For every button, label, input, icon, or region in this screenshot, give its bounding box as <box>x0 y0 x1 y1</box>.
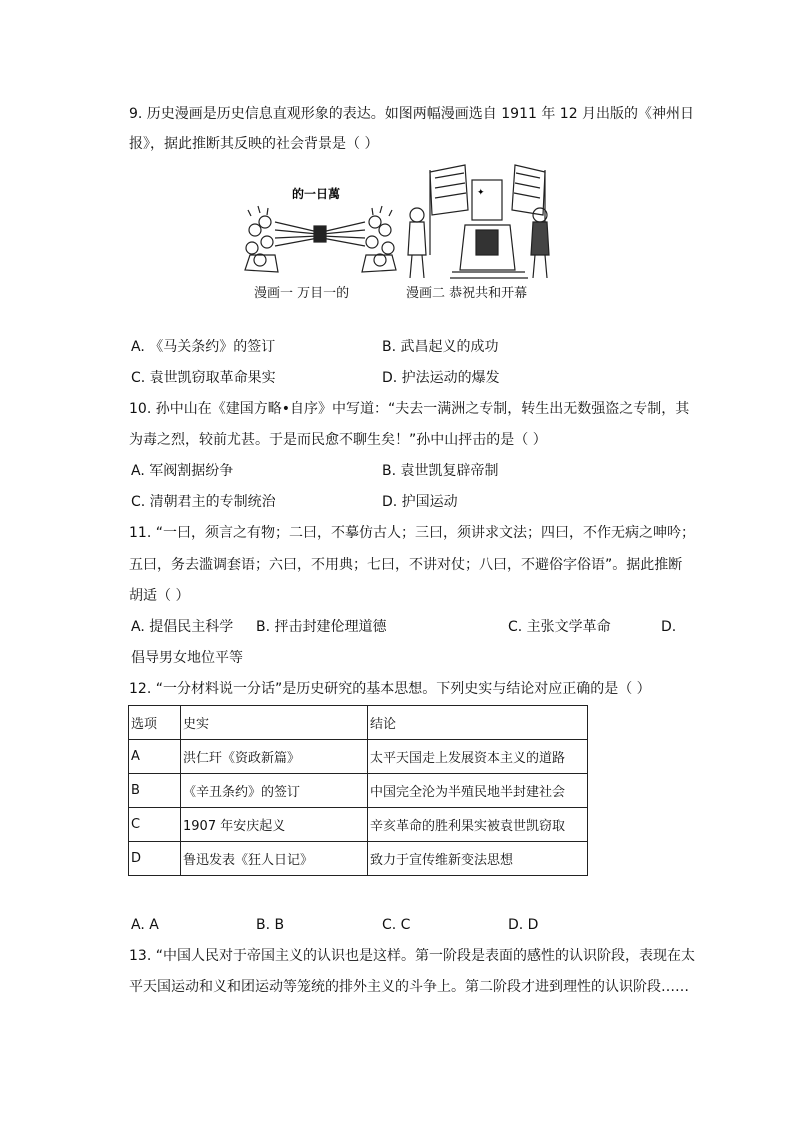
q9-option-b[interactable]: B. 武昌起义的成功 <box>382 339 499 355</box>
q11-option-d[interactable]: D. <box>661 619 677 635</box>
cartoon2-caption: 漫画二 恭祝共和开幕 <box>406 286 528 301</box>
q11-option-d-text[interactable]: 倡导男女地位平等 <box>131 650 243 666</box>
q12-option-b[interactable]: B. B <box>256 917 285 933</box>
q11-option-c[interactable]: C. 主张文学革命 <box>508 619 611 635</box>
q12-option-c[interactable]: C. C <box>382 917 411 933</box>
table-cell: A <box>129 740 181 774</box>
table-header-cell: 结论 <box>368 706 588 740</box>
table-cell: 洪仁玕《资政新篇》 <box>181 740 368 774</box>
table-header-cell: 选项 <box>129 706 181 740</box>
q12-option-a[interactable]: A. A <box>131 917 159 933</box>
q10-stem-line1: 10. 孙中山在《建国方略•自序》中写道：“夫去一满洲之专制，转生出无数强盗之专制，其 <box>129 401 690 417</box>
q11-option-b[interactable]: B. 抨击封建伦理道德 <box>256 619 387 635</box>
q9-cartoon-figure <box>240 160 560 305</box>
q13-stem-line2: 平天国运动和义和团运动等笼统的排外主义的斗争上。第二阶段才进到理性的认识阶段…… <box>129 979 689 995</box>
q11-stem-line1: 11. “一曰，须言之有物；二曰，不摹仿古人；三曰，须讲求文法；四曰，不作无病之呻吟； <box>129 525 695 541</box>
cartoon1-caption: 漫画一 万目一的 <box>254 286 350 301</box>
table-cell: 1907 年安庆起义 <box>181 808 368 842</box>
q12-table <box>128 705 588 876</box>
q10-option-a[interactable]: A. 军阀割据纷争 <box>131 463 234 479</box>
q10-option-d[interactable]: D. 护国运动 <box>382 494 458 510</box>
table-row <box>129 774 588 808</box>
q9-option-c[interactable]: C. 袁世凯窃取革命果实 <box>131 370 276 386</box>
q11-stem-line3: 胡适（ ） <box>129 588 190 604</box>
cartoon2-shrine-mark: ✦ <box>477 188 485 198</box>
table-header-cell: 史实 <box>181 706 368 740</box>
cartoon1-drawing <box>245 206 396 272</box>
table-cell: 辛亥革命的胜利果实被袁世凯窃取 <box>368 808 588 842</box>
q11-option-a[interactable]: A. 提倡民主科学 <box>131 619 234 635</box>
q9-option-d[interactable]: D. 护法运动的爆发 <box>382 370 500 386</box>
table-cell: B <box>129 774 181 808</box>
table-cell: C <box>129 808 181 842</box>
table-cell: D <box>129 842 181 876</box>
q9-stem-line1: 9. 历史漫画是历史信息直观形象的表达。如图两幅漫画选自 1911 年 12 月出版的《神州日 <box>129 106 695 122</box>
q10-stem-line2: 为毒之烈，较前尤甚。于是而民愈不聊生矣！”孙中山抨击的是（ ） <box>129 432 547 448</box>
cartoon1-top-text: 的一日萬 <box>292 187 341 201</box>
table-cell: 《辛丑条约》的签订 <box>181 774 368 808</box>
q9-option-a[interactable]: A. 《马关条约》的签订 <box>131 339 276 355</box>
q11-stem-line2: 五曰，务去滥调套语；六曰，不用典；七曰，不讲对仗；八曰，不避俗字俗语”。据此推断 <box>129 557 683 573</box>
table-cell: 鲁迅发表《狂人日记》 <box>181 842 368 876</box>
table-row <box>129 842 588 876</box>
q12-option-d[interactable]: D. D <box>508 917 539 933</box>
table-cell: 致力于宣传维新变法思想 <box>368 842 588 876</box>
q10-option-b[interactable]: B. 袁世凯复辟帝制 <box>382 463 499 479</box>
table-cell: 中国完全沦为半殖民地半封建社会 <box>368 774 588 808</box>
q10-option-c[interactable]: C. 清朝君主的专制统治 <box>131 494 276 510</box>
table-row <box>129 740 588 774</box>
q13-stem-line1: 13. “中国人民对于帝国主义的认识也是这样。第一阶段是表面的感性的认识阶段，表现在太 <box>129 948 695 964</box>
cartoon2-drawing <box>408 165 549 278</box>
table-header-row <box>129 706 588 740</box>
q12-stem-line1: 12. “一分材料说一分话”是历史研究的基本思想。下列史实与结论对应正确的是（ ） <box>129 681 651 697</box>
table-row <box>129 808 588 842</box>
q9-stem-line2: 报》，据此推断其反映的社会背景是（ ） <box>129 136 379 152</box>
table-cell: 太平天国走上发展资本主义的道路 <box>368 740 588 774</box>
